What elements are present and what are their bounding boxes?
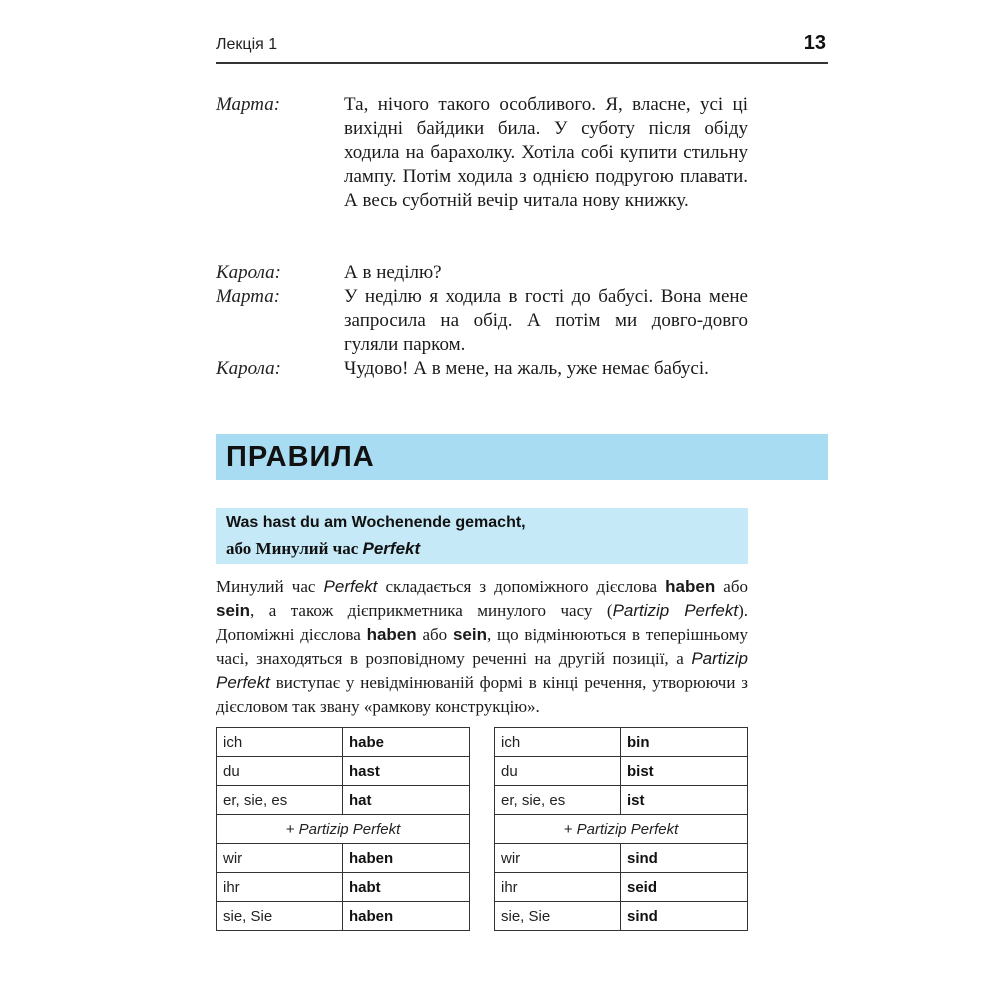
pronoun-cell: ich <box>217 728 343 757</box>
verb-cell: haben <box>343 844 470 873</box>
section-title: ПРАВИЛА <box>226 441 375 473</box>
partizip-row: + Partizip Perfekt <box>217 815 470 844</box>
verb-cell: hast <box>343 757 470 786</box>
table-row <box>217 757 470 786</box>
para-text: , а також дієприкметника минулого часу ( <box>250 601 613 620</box>
speaker-name: Марта: <box>216 94 281 115</box>
speech-text: Чудово! А в мене, на жаль, уже немає бабусі. <box>344 358 709 379</box>
verb-cell: bist <box>621 757 748 786</box>
para-term: Partizip Perfekt <box>612 601 739 620</box>
table-row <box>495 757 748 786</box>
para-term: Perfekt <box>323 577 378 596</box>
pronoun-cell: du <box>495 757 621 786</box>
haben-conjugation-table <box>216 727 470 931</box>
subheading-line-1: Was hast du am Wochenende gemacht, <box>226 514 526 531</box>
para-keyword: haben <box>665 577 716 596</box>
table-row <box>217 786 470 815</box>
rule-paragraph <box>216 575 748 719</box>
pronoun-cell: ihr <box>495 873 621 902</box>
pronoun-cell: er, sie, es <box>495 786 621 815</box>
verb-cell: ist <box>621 786 748 815</box>
page-number: 13 <box>803 32 826 54</box>
pronoun-cell: er, sie, es <box>217 786 343 815</box>
table-row <box>217 844 470 873</box>
para-keyword: sein <box>452 625 487 644</box>
subheading-term: Perfekt <box>362 539 421 558</box>
speech-text: У неділю я ходила в гості до бабусі. Вона мене запросила на обід. А потім ми довго-довго гуляли парком. <box>344 286 748 355</box>
para-text: складається з допоміжного дієслова <box>377 577 666 596</box>
table-row <box>495 815 748 844</box>
speech-text: А в неділю? <box>344 262 442 283</box>
verb-cell: sind <box>621 844 748 873</box>
pronoun-cell: sie, Sie <box>217 902 343 931</box>
pronoun-cell: ich <box>495 728 621 757</box>
speaker-name: Марта: <box>216 286 281 307</box>
table-row <box>217 873 470 902</box>
sein-conjugation-table <box>494 727 748 931</box>
lecture-label: Лекція 1 <box>216 36 278 53</box>
para-keyword: haben <box>366 625 417 644</box>
section-banner <box>216 434 828 480</box>
pronoun-cell: wir <box>217 844 343 873</box>
subheading-prefix: або Минулий час <box>226 539 363 558</box>
verb-cell: habt <box>343 873 470 902</box>
para-text: , що відмінюються в теперішньому часі, знаходяться в розповідному реченні на другій позиції, а <box>216 625 748 668</box>
table-row <box>495 728 748 757</box>
verb-cell: haben <box>343 902 470 931</box>
verb-cell: hat <box>343 786 470 815</box>
table-row <box>495 844 748 873</box>
para-text: Минулий час <box>216 577 324 596</box>
verb-cell: bin <box>621 728 748 757</box>
subheading-line-2 <box>226 539 420 559</box>
pronoun-cell: ihr <box>217 873 343 902</box>
para-text: або <box>416 625 453 644</box>
page-header <box>216 32 828 64</box>
para-text: виступає у невідмінюваній формі в кінці речення, утворюючи з дієсловом так звану «рамкову конструкцію». <box>216 673 748 716</box>
table-row <box>217 902 470 931</box>
table-row <box>495 902 748 931</box>
para-term: Partizip Perfekt <box>216 649 748 692</box>
table-row <box>495 873 748 902</box>
speaker-name: Карола: <box>216 358 281 379</box>
table-row <box>217 815 470 844</box>
para-text: ). Допоміжні дієслова <box>216 601 748 644</box>
para-text: або <box>715 577 748 596</box>
verb-cell: sind <box>621 902 748 931</box>
speech-text: Та, нічого такого особливого. Я, власне, усі ці вихідні байдики била. У суботу після обіду ходила на барахолку. Хотіла собі купити стильну лампу. Потім ходила з однією подругою плавати. А весь суботній вечір читала нову книжку. <box>344 94 748 211</box>
table-row <box>217 728 470 757</box>
verb-cell: habe <box>343 728 470 757</box>
speaker-name: Карола: <box>216 262 281 283</box>
verb-cell: seid <box>621 873 748 902</box>
pronoun-cell: wir <box>495 844 621 873</box>
pronoun-cell: sie, Sie <box>495 902 621 931</box>
para-keyword: sein <box>216 601 251 620</box>
subheading-box <box>216 508 748 564</box>
pronoun-cell: du <box>217 757 343 786</box>
partizip-row: + Partizip Perfekt <box>495 815 748 844</box>
table-row <box>495 786 748 815</box>
